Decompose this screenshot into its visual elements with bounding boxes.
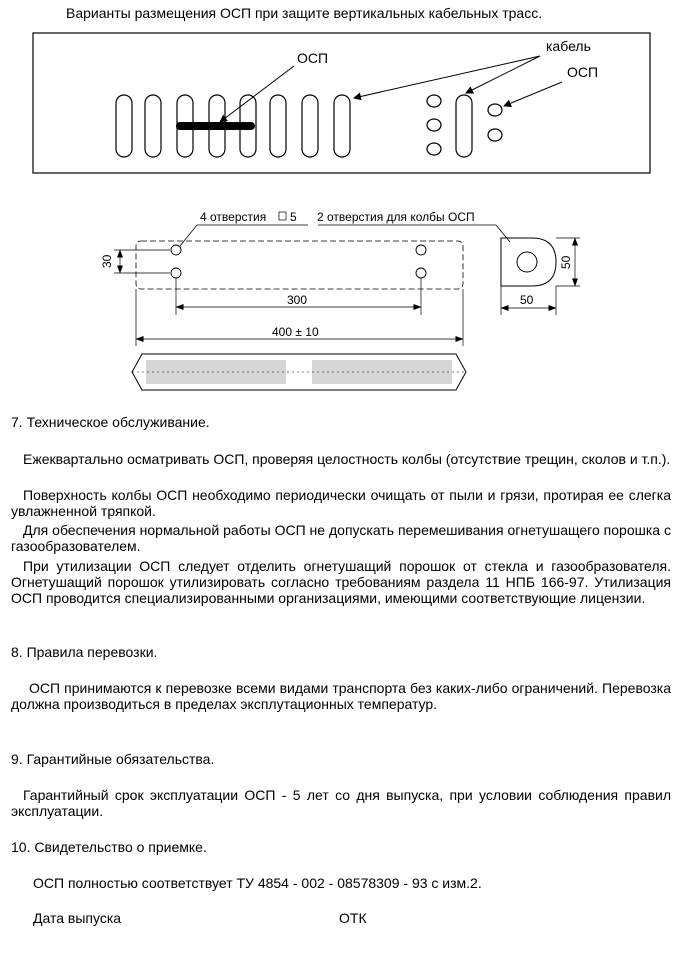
holes4-label: 4 отверстия [200,210,267,224]
osp-hole [517,252,537,272]
dim-50-width: 50 [520,293,534,307]
section-10-heading: 10. Свидетельство о приемке. [11,839,207,855]
section-7-heading: 7. Техническое обслуживание. [11,414,210,430]
osp-horizontal-bar [176,122,255,130]
section-8-paragraph: ОСП принимаются к перевозке всеми видами транспорта без каких-либо ограничений. Перевозка должна производиться в пределах эксплутационных температур. [11,680,671,712]
label-osp-left: ОСП [297,50,329,66]
dim-400: 400 ± 10 [272,325,319,339]
bracket-outline [136,241,463,289]
release-date-label: Дата выпуска [33,910,122,926]
leader-holes4 [180,225,308,246]
leader-osp-right [504,82,562,106]
section-9-paragraph: Гарантийный срок эксплуатации ОСП - 5 лет со дня выпуска, при условии соблюдения правил эксплуатации. [11,787,671,819]
square-symbol-icon [279,212,286,220]
section-10-paragraph: ОСП полностью соответствует ТУ 4854 - 002 - 08578309 - 93 с изм.2. [33,875,482,891]
section-7-paragraph-2: Поверхность колбы ОСП необходимо периодически очищать от пыли и грязи, протирая ее слегка увлажненной тряпкой. [11,487,671,519]
bracket-side-view [501,238,556,286]
label-osp-right: ОСП [567,64,599,80]
mounting-bracket-drawing [0,200,683,400]
holes2-label: 2 отверстия для колбы ОСП [317,210,475,224]
label-cable: кабель [546,38,591,54]
leader-cable-2 [466,56,540,93]
dim-30: 30 [100,254,114,268]
leader-cable-1 [354,56,540,98]
leader-osp-left [220,66,294,122]
section-7-paragraph-3: Для обеспечения нормальной работы ОСП не допускать перемешивания огнетушащего порошка с газообразователем. [11,522,671,554]
figure-title: Варианты размещения ОСП при защите вертикальных кабельных трасс. [66,5,543,21]
dim-50-height: 50 [559,255,573,269]
section-7-paragraph-4: При утилизации ОСП следует отделить огнетушащий порошок от стекла и газообразователя. Огнетушащий порошок утилизировать согласно требованиям раздела 11 НПБ 166-97. Утилизация ОСП проводится специализированными организациями, имеющими соответствующие лицензии. [11,558,671,606]
leader-holes2 [318,225,510,242]
section-7-paragraph-1: Ежеквартально осматривать ОСП, проверяя целостность колбы (отсутствие трещин, сколов и т.п.). [23,451,671,467]
cable-placement-figure [0,0,683,200]
osp-small-units [427,95,502,155]
dim-300: 300 [287,293,308,307]
section-8-heading: 8. Правила перевозки. [11,644,158,660]
mount-holes [171,245,426,278]
figure-frame [33,33,650,173]
cable-tubes [116,95,472,157]
holes4-size: 5 [290,210,297,224]
section-9-heading: 9. Гарантийные обязательства. [11,751,215,767]
otk-label: ОТК [339,910,367,926]
